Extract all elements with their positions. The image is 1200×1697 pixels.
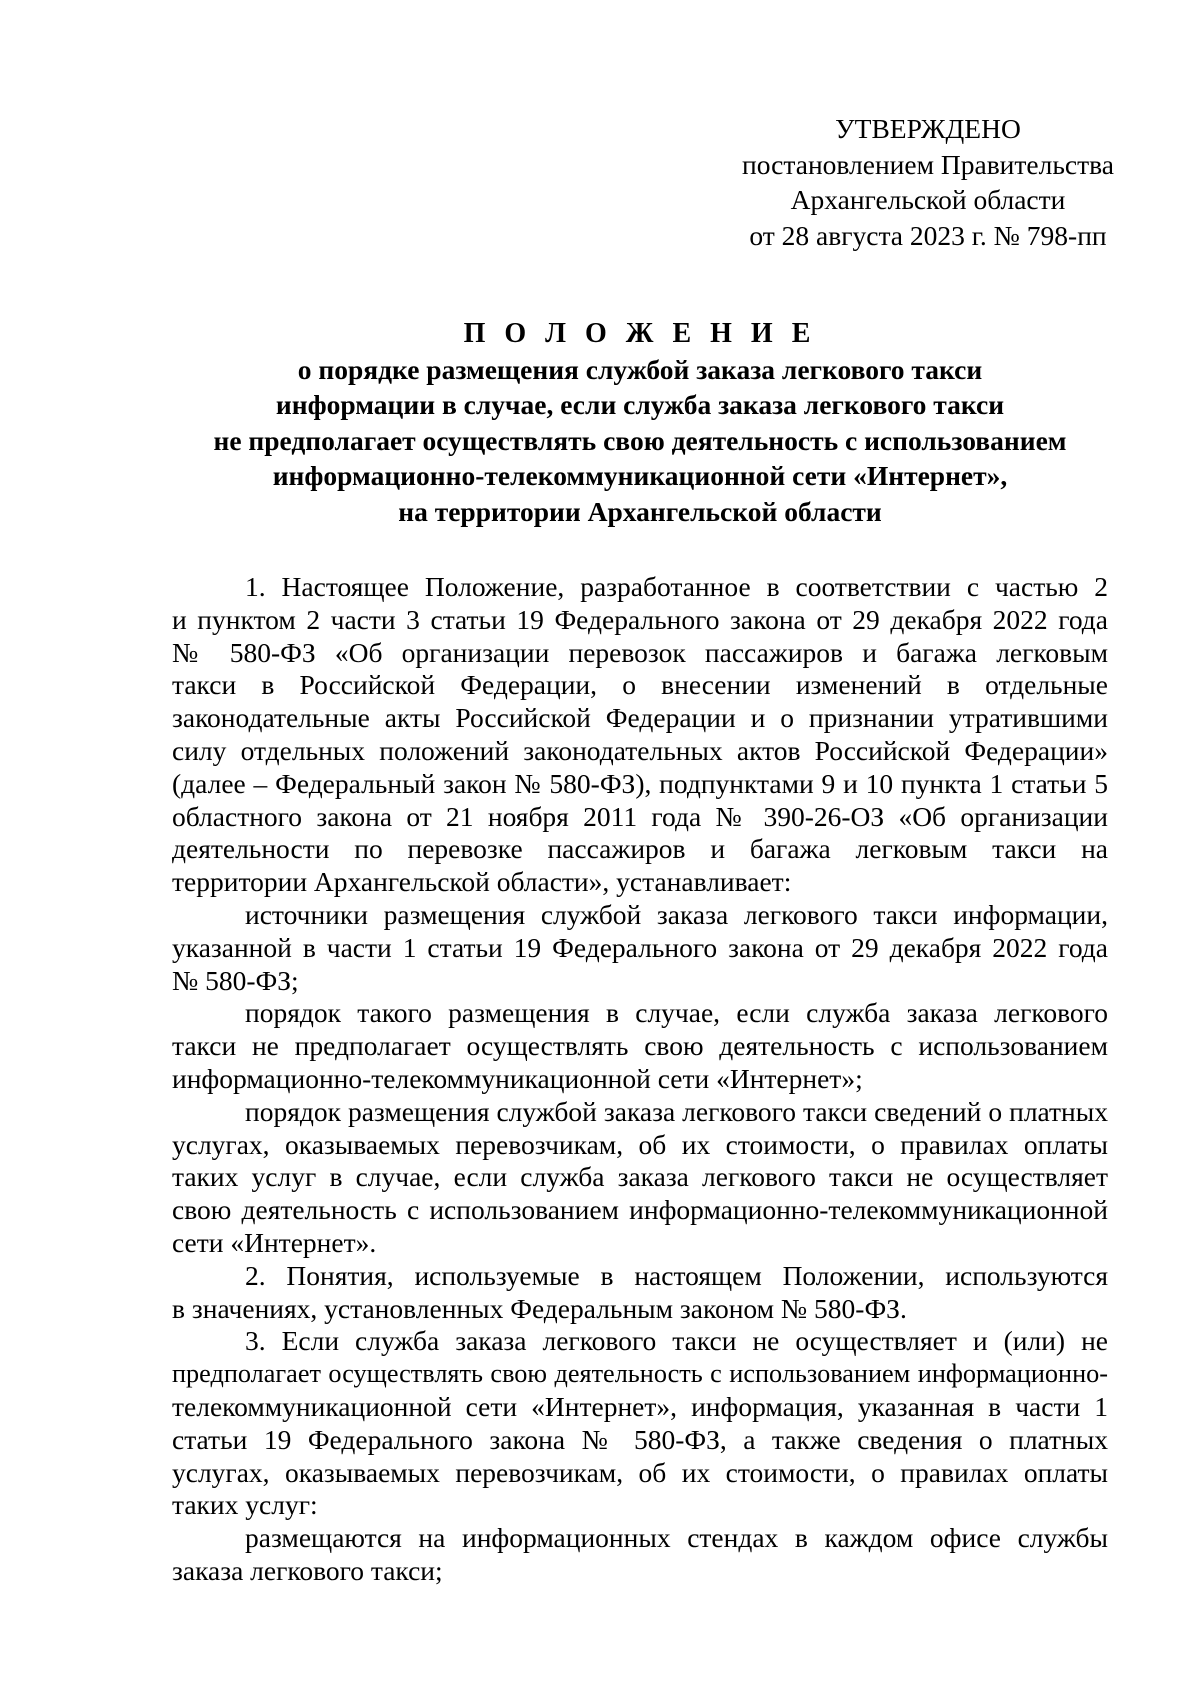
paragraph-line: сети «Интернет».	[172, 1226, 377, 1258]
paragraph-line: статьи 19 Федерального закона № 580-ФЗ, а также сведения о платных	[172, 1423, 1108, 1455]
paragraph-line: областного закона от 21 ноября 2011 года № 390-26-ОЗ «Об организации	[172, 800, 1108, 832]
paragraph-line: порядок размещения службой заказа легкового такси сведений о платных	[245, 1095, 1108, 1127]
approval-heading: УТВЕРЖДЕНО	[835, 113, 1021, 144]
paragraph-line: таких услуг:	[172, 1489, 318, 1521]
paragraph-line: свою деятельность с использованием информационно-телекоммуникационной	[172, 1194, 1108, 1226]
paragraph-line: силу отдельных положений законодательных актов Российской Федерации»	[172, 734, 1108, 766]
document-title	[172, 316, 1108, 529]
paragraph-line: деятельности по перевозке пассажиров и багажа легковым такси на	[172, 833, 1108, 865]
paragraph-line: источники размещения службой заказа легкового такси информации,	[245, 898, 1108, 930]
paragraph-line: услугах, оказываемых перевозчикам, об их стоимости, о правилах оплаты	[172, 1456, 1108, 1488]
paragraph-line: 3. Если служба заказа легкового такси не осуществляет и (или) не	[245, 1325, 1108, 1357]
document-body	[172, 571, 1108, 1588]
paragraph-line: и пунктом 2 части 3 статьи 19 Федерального закона от 29 декабря 2022 года	[172, 603, 1108, 635]
paragraph-line: заказа легкового такси;	[172, 1554, 443, 1586]
paragraph-line: таких услуг в случае, если служба заказа легкового такси не осуществляет	[172, 1161, 1108, 1193]
approval-line: постановлением Правительства	[742, 148, 1114, 180]
approval-line: Архангельской области	[790, 184, 1066, 215]
paragraph-line: указанной в части 1 статьи 19 Федерального закона от 29 декабря 2022 года	[172, 931, 1108, 963]
title-line: информационно-телекоммуникационной сети «Интернет»,	[272, 460, 1008, 491]
paragraph-line: 2. Понятия, используемые в настоящем Положении, используются	[245, 1259, 1108, 1291]
paragraph-line: № 580-ФЗ «Об организации перевозок пассажиров и багажа легковым	[172, 636, 1108, 668]
paragraph-line: предполагает осуществлять свою деятельность с использованием информационно-	[172, 1359, 1108, 1389]
title-line: информации в случае, если служба заказа легкового такси	[275, 389, 1005, 420]
title-line: не предполагает осуществлять свою деятельность с использованием	[213, 424, 1067, 456]
paragraph-line: телекоммуникационной сети «Интернет», информация, указанная в части 1	[172, 1390, 1108, 1422]
paragraph-line: такси не предполагает осуществлять свою деятельность с использованием	[172, 1030, 1108, 1062]
paragraph-line: законодательные акты Российской Федерации и о признании утратившими	[172, 702, 1108, 734]
paragraph-line: № 580-ФЗ;	[172, 964, 299, 996]
paragraph-line: информационно-телекоммуникационной сети «Интернет»;	[172, 1062, 863, 1094]
paragraph-line: такси в Российской Федерации, о внесении изменений в отдельные	[172, 669, 1108, 701]
paragraph-line: в значениях, установленных Федеральным законом № 580-ФЗ.	[172, 1292, 907, 1324]
approval-date: от 28 августа 2023 г. № 798-пп	[749, 219, 1107, 251]
paragraph-line: услугах, оказываемых перевозчикам, об их стоимости, о правилах оплаты	[172, 1128, 1108, 1160]
paragraph-line: порядок такого размещения в случае, если служба заказа легкового	[245, 997, 1108, 1029]
paragraph-line: размещаются на информационных стендах в каждом офисе службы	[245, 1522, 1108, 1554]
title-line: о порядке размещения службой заказа легкового такси	[297, 353, 983, 385]
title-line: на территории Архангельской области	[398, 495, 882, 527]
title-main: П О Л О Ж Е Н И Е	[463, 318, 817, 349]
paragraph-line: 1. Настоящее Положение, разработанное в соответствии с частью 2	[245, 571, 1108, 602]
paragraph-line: (далее – Федеральный закон № 580-ФЗ), подпунктами 9 и 10 пункта 1 статьи 5	[172, 767, 1108, 799]
paragraph-line: территории Архангельской области», устанавливает:	[172, 866, 792, 898]
approval-stamp	[736, 111, 1120, 253]
